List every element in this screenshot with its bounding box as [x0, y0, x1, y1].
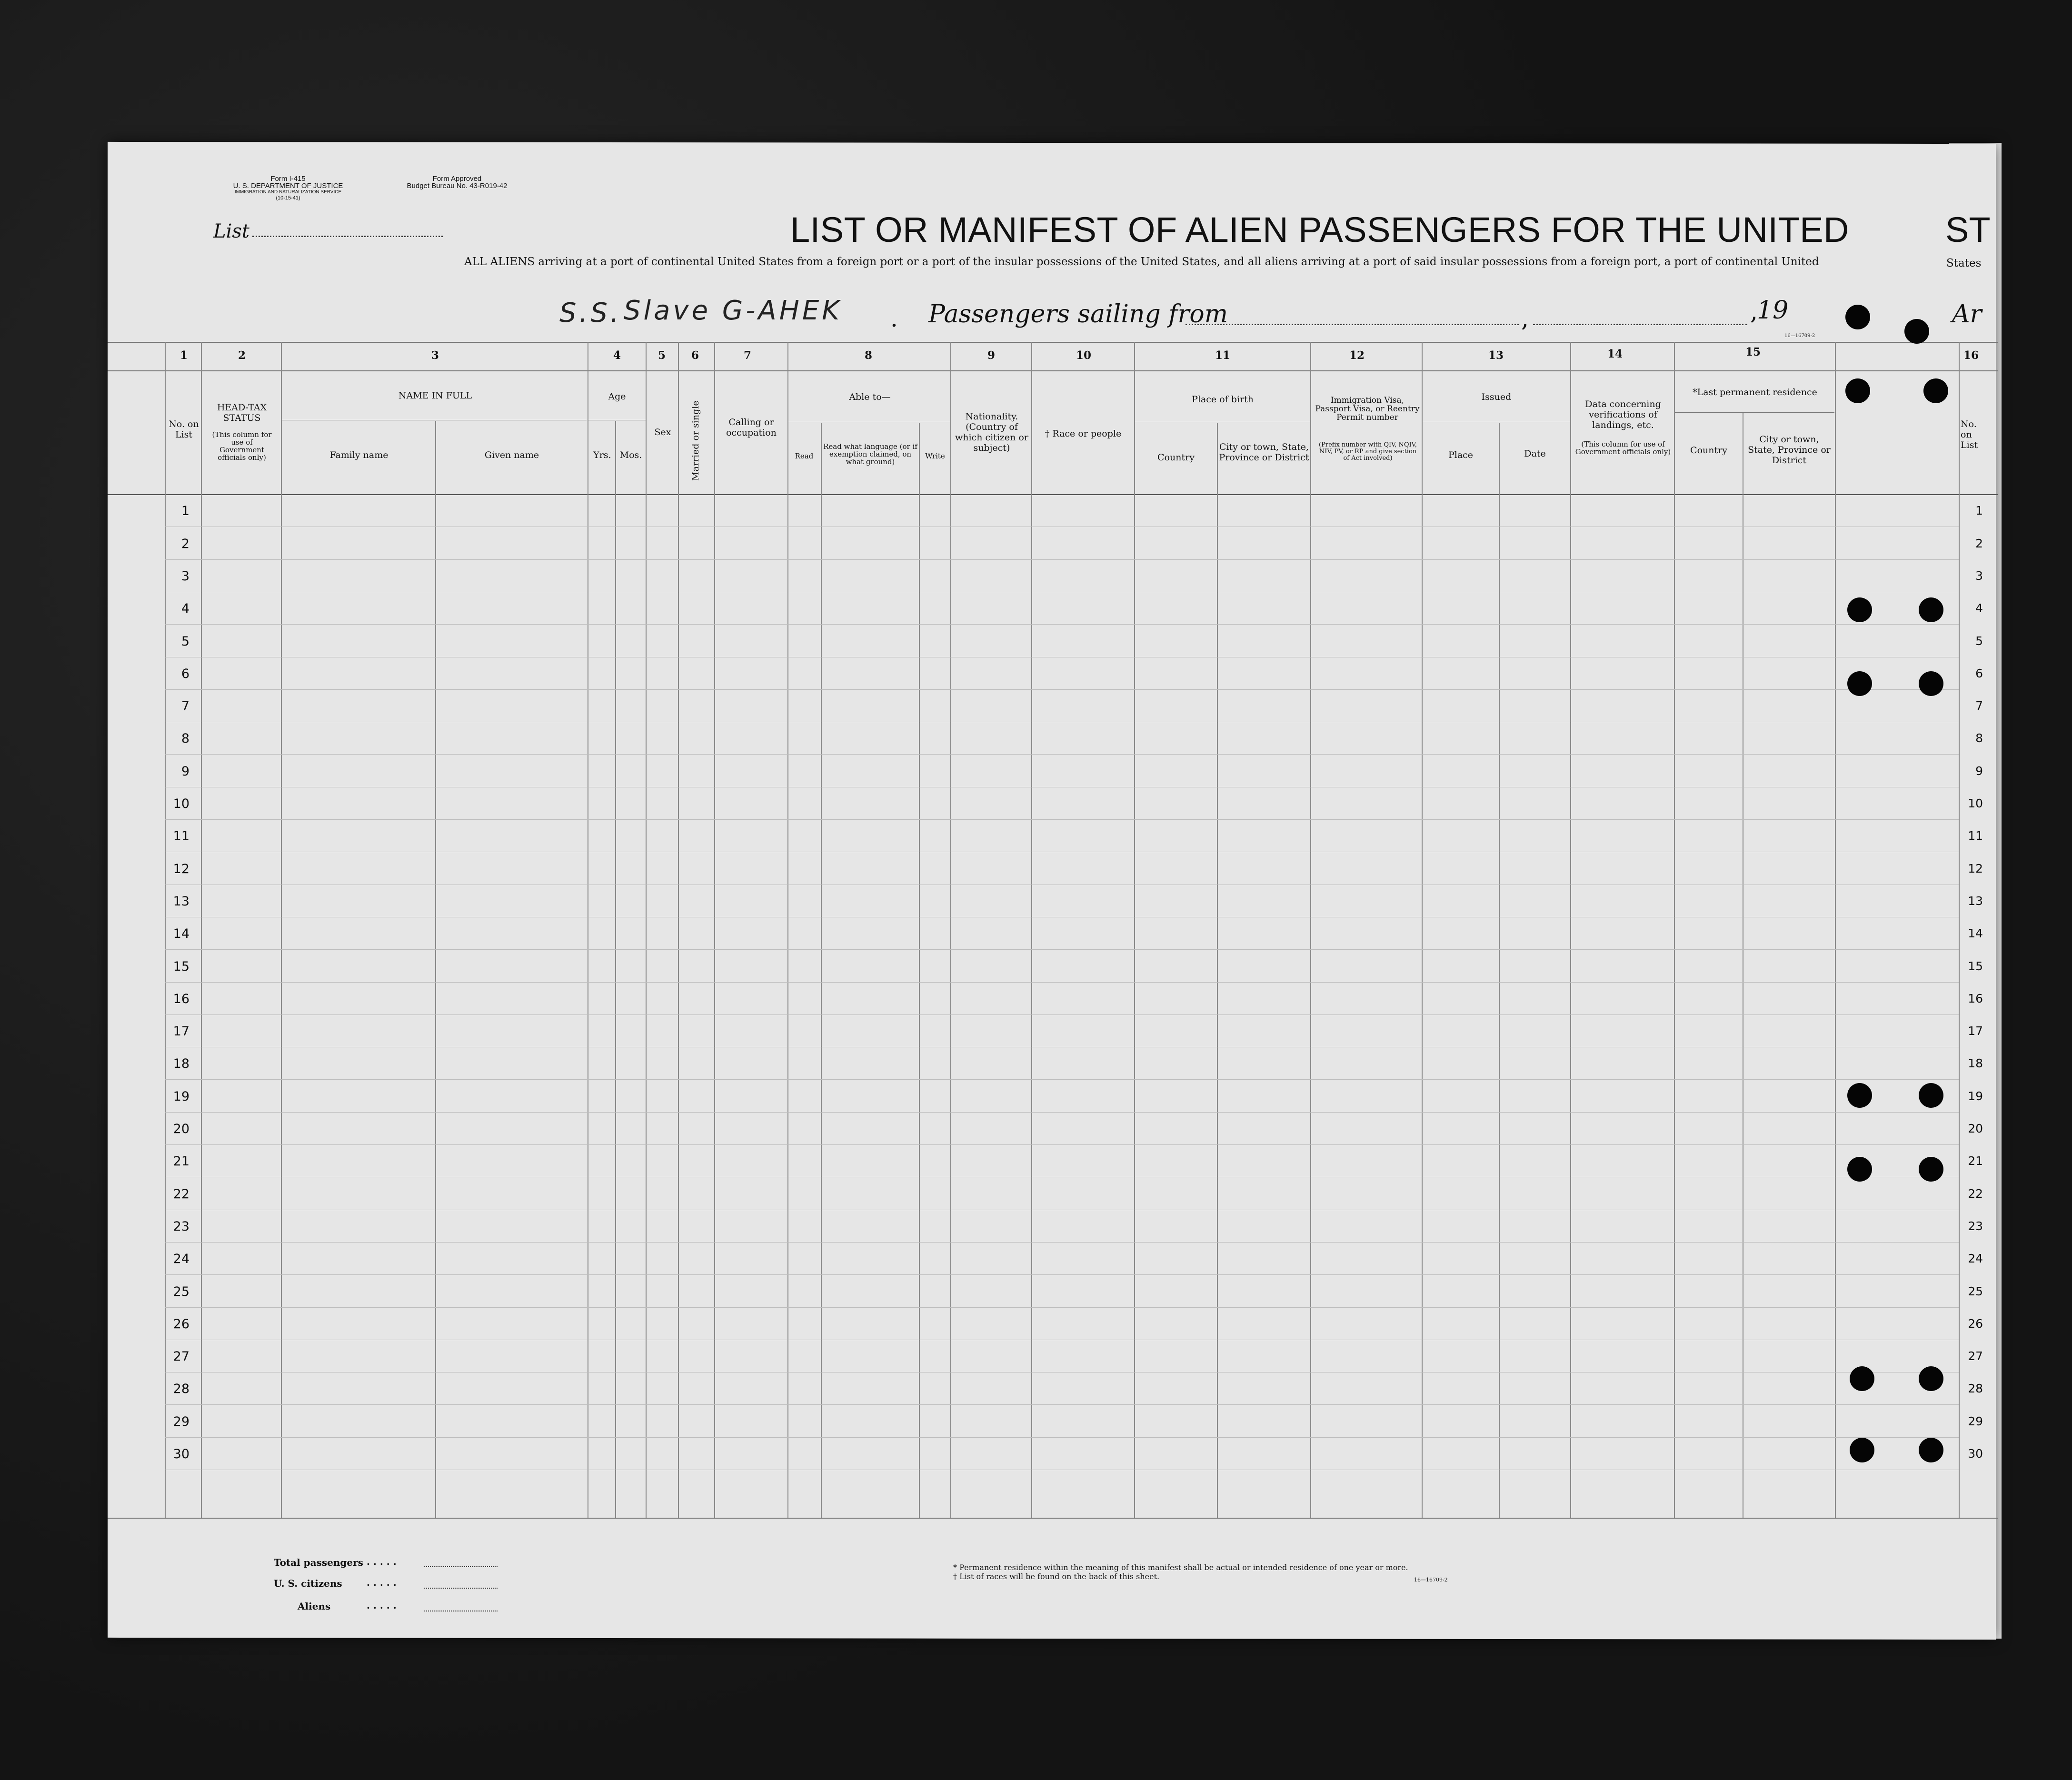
row-number: 11: [173, 829, 189, 844]
row-number-continued: 6: [1975, 666, 1983, 680]
col-divider: [1835, 342, 1836, 1518]
row-number-continued: 29: [1968, 1414, 1983, 1428]
row-number-continued: 1: [1975, 504, 1983, 517]
row-line: [165, 819, 1959, 820]
col-divider: [281, 342, 282, 1518]
col-number-16: 16: [1963, 349, 1979, 362]
punch-hole: [1847, 671, 1872, 696]
list-number-line: [252, 236, 443, 237]
col-number-1: 1: [179, 349, 188, 362]
header-place-of-birth: Place of birth: [1192, 394, 1254, 405]
department: U. S. DEPARTMENT OF JUSTICE: [233, 182, 343, 190]
header-age: Age: [608, 391, 626, 402]
punch-hole: [1845, 305, 1870, 329]
footer-dots: . . . . .: [367, 1577, 397, 1588]
footer-aliens-label: Aliens: [298, 1601, 331, 1612]
row-number-continued: 30: [1968, 1447, 1983, 1461]
header-bottom-border: [108, 494, 1998, 495]
header-age-years: Yrs.: [593, 450, 611, 460]
row-number: 3: [181, 569, 189, 584]
row-number: 16: [173, 992, 189, 1006]
col-number-12: 12: [1349, 349, 1365, 362]
row-line: [165, 1014, 1959, 1015]
row-number: 7: [181, 699, 189, 714]
subtitle: ALL ALIENS arriving at a port of continental United States from a foreign port or a port of the insular possessions of the United States, and all aliens arriving at a port of said insular possessions from a foreign port, a port of continental United: [464, 256, 1819, 268]
row-number: 5: [181, 634, 189, 649]
col-number-11: 11: [1215, 349, 1230, 362]
header-family-name: Family name: [329, 450, 388, 460]
header-no-on-list-continued: No. on List: [1961, 419, 1978, 450]
row-line: [165, 1144, 1959, 1145]
col-divider: [1031, 342, 1032, 1518]
row-number: 27: [173, 1349, 189, 1364]
budget-bureau: Budget Bureau No. 43-R019-42: [407, 182, 508, 190]
col-divider: [1674, 342, 1675, 1518]
year-prefix: 19: [1757, 296, 1789, 325]
header-visa-note: (Prefix number with QIV, NQIV, NIV, PV, or RP and give section of Act involved): [1319, 441, 1417, 462]
row-number-continued: 17: [1968, 1024, 1983, 1038]
punch-hole: [1919, 1083, 1943, 1108]
row-number: 29: [173, 1414, 189, 1429]
header-married-single: Married or single: [690, 400, 701, 481]
col-divider: [821, 423, 822, 1518]
row-number-continued: 12: [1968, 862, 1983, 875]
comma: ,: [1521, 305, 1529, 332]
row-number-continued: 2: [1975, 537, 1983, 550]
col-number-9: 9: [987, 349, 995, 362]
row-line: [165, 1437, 1959, 1438]
punch-hole: [1847, 597, 1872, 622]
col-divider: [435, 421, 436, 1518]
row-line: [165, 1307, 1959, 1308]
footer-dots: . . . . .: [367, 1556, 397, 1567]
col-number-6: 6: [691, 349, 699, 362]
header-given-name: Given name: [484, 450, 539, 460]
punch-hole: [1845, 378, 1870, 403]
punch-hole: [1904, 319, 1929, 344]
row-number-continued: 19: [1968, 1089, 1983, 1103]
row-number-continued: 13: [1968, 894, 1983, 908]
punch-hole: [1919, 597, 1943, 622]
row-number: 10: [173, 796, 189, 811]
list-label: List: [213, 220, 249, 242]
form-id-block: [224, 175, 352, 202]
col-number-8: 8: [864, 349, 872, 362]
row-number-continued: 24: [1968, 1252, 1983, 1265]
row-number-continued: 26: [1968, 1317, 1983, 1331]
header-visa: Immigration Visa, Passport Visa, or Reentry Permit number: [1315, 396, 1420, 422]
vessel-name-handwritten: Slave G-AHEK: [624, 295, 842, 326]
col-number-7: 7: [743, 349, 751, 362]
header-read-language: Read what language (or if exemption claimed, on what ground): [823, 442, 917, 466]
row-number: 15: [173, 959, 189, 974]
row-line: [165, 1242, 1959, 1243]
arriving-continued: Ar: [1952, 300, 1982, 328]
header-nationality: Nationality. (Country of which citizen or subject): [955, 411, 1028, 453]
header-race: † Race or people: [1045, 428, 1122, 439]
col-divider: [919, 423, 920, 1518]
row-number: 6: [181, 666, 189, 681]
header-birth-country: Country: [1157, 452, 1195, 463]
row-number: 30: [173, 1447, 189, 1462]
row-number-continued: 22: [1968, 1187, 1983, 1201]
col-number-10: 10: [1076, 349, 1091, 362]
header-last-residence: *Last permanent residence: [1693, 387, 1817, 398]
header-name-in-full: NAME IN FULL: [398, 390, 472, 401]
print-code: 16—16709-2: [1784, 333, 1815, 338]
row-number-continued: 5: [1975, 634, 1983, 648]
service: IMMIGRATION AND NATURALIZATION SERVICE: [234, 189, 342, 195]
row-number: 19: [173, 1089, 189, 1104]
punch-hole: [1919, 1438, 1943, 1462]
row-number: 17: [173, 1024, 189, 1039]
row-number-continued: 21: [1968, 1154, 1983, 1168]
header-head-tax: HEAD-TAX STATUS: [217, 402, 267, 423]
header-issued-place: Place: [1448, 450, 1474, 460]
footer-total-line: [424, 1566, 498, 1567]
row-number: 20: [173, 1122, 189, 1136]
col-divider: [1310, 342, 1311, 1518]
footer-note-races: † List of races will be found on the back of this sheet.: [953, 1572, 1160, 1581]
punch-hole: [1919, 1366, 1943, 1391]
header-issued-date: Date: [1524, 448, 1546, 459]
comma-2: ,: [1750, 298, 1758, 325]
footer-note-residence: * Permanent residence within the meaning of this manifest shall be actual or intended residence of one year or more.: [953, 1563, 1408, 1572]
row-number-continued: 9: [1975, 764, 1983, 778]
footer-citizens-label: U. S. citizens: [274, 1578, 342, 1589]
title-continued: ST: [1945, 210, 1991, 249]
row-line: [165, 754, 1959, 755]
sailing-date-line: [1533, 324, 1747, 325]
row-number: 21: [173, 1154, 189, 1169]
col-number-14: 14: [1607, 348, 1623, 360]
col-divider: [1422, 342, 1423, 1518]
row-number-continued: 27: [1968, 1349, 1983, 1363]
row-line: [165, 1079, 1959, 1080]
col-divider: [1217, 423, 1218, 1518]
row-number: 13: [173, 894, 189, 909]
row-line: [165, 949, 1959, 950]
header-residence-city: City or town, State, Province or District: [1748, 434, 1831, 466]
col-divider: [646, 342, 647, 1518]
header-issued: Issued: [1481, 392, 1512, 402]
row-number-continued: 16: [1968, 992, 1983, 1005]
row-number: 2: [181, 537, 189, 551]
row-number: 1: [181, 504, 189, 518]
header-sex: Sex: [654, 427, 671, 438]
col-divider: [678, 342, 679, 1518]
row-line: [165, 1404, 1959, 1405]
col-number-5: 5: [657, 349, 666, 362]
col-number-13: 13: [1488, 349, 1504, 362]
col-divider: [1499, 423, 1500, 1518]
row-number-continued: 18: [1968, 1056, 1983, 1070]
row-number-continued: 25: [1968, 1284, 1983, 1298]
table-bottom-border: [108, 1518, 1998, 1519]
header-residence-country: Country: [1690, 445, 1727, 456]
column-number-border: [108, 370, 1998, 371]
row-number-continued: 7: [1975, 699, 1983, 713]
col-divider: [615, 421, 616, 1518]
row-number: 23: [173, 1219, 189, 1234]
row-number-continued: 15: [1968, 959, 1983, 973]
sailing-port-line: [1185, 324, 1519, 325]
row-number-continued: 10: [1968, 796, 1983, 810]
footer-citizens-line: [424, 1588, 498, 1589]
header-age-months: Mos.: [619, 450, 642, 460]
subtitle-continued: States: [1946, 257, 1982, 269]
col-divider: [950, 342, 951, 1518]
row-line: [165, 1274, 1959, 1275]
footer-total-label: Total passengers: [274, 1557, 363, 1568]
col-number-2: 2: [238, 349, 246, 362]
header-read: Read: [795, 452, 814, 460]
col-divider: [1570, 342, 1571, 1518]
punch-hole: [1850, 1438, 1874, 1462]
row-number-continued: 3: [1975, 569, 1983, 583]
header-no-on-list: No. on List: [169, 419, 199, 440]
header-write: Write: [925, 452, 945, 460]
col-number-4: 4: [613, 349, 621, 362]
row-number: 28: [173, 1382, 189, 1396]
row-number: 8: [181, 731, 189, 746]
vessel-prefix: [559, 298, 622, 328]
row-number-continued: 4: [1975, 601, 1983, 615]
row-number-continued: 11: [1968, 829, 1983, 843]
punch-hole: [1847, 1157, 1872, 1182]
row-number: 24: [173, 1252, 189, 1266]
footer-dots: . . . . .: [367, 1600, 397, 1611]
col-divider: [201, 342, 202, 1518]
row-line: [165, 689, 1959, 690]
punch-hole: [1847, 1083, 1872, 1108]
form-approved: Form Approved: [432, 175, 482, 183]
sailing-from-label: Passengers sailing from: [928, 300, 1228, 328]
row-number: 22: [173, 1187, 189, 1202]
row-number: 9: [181, 764, 189, 779]
row-line: [165, 624, 1959, 625]
header-able-to: Able to—: [849, 392, 891, 402]
row-number: 4: [181, 601, 189, 616]
manifest-sheet: [108, 142, 1996, 1640]
row-line: [165, 982, 1959, 983]
row-number: 14: [173, 926, 189, 941]
punch-hole: [1919, 1157, 1943, 1182]
row-number-continued: 23: [1968, 1219, 1983, 1233]
row-number: 18: [173, 1056, 189, 1071]
vessel-dot: .: [890, 305, 898, 332]
row-number: 26: [173, 1317, 189, 1332]
row-line: [165, 559, 1959, 560]
table-top-border: [108, 342, 1998, 343]
header-head-tax-note: (This column for use of Government officials only): [212, 430, 272, 462]
header-data-landing: Data concerning verifications of landings, etc.: [1585, 399, 1661, 430]
punch-hole: [1850, 1366, 1874, 1391]
form-number: Form I-415: [270, 175, 306, 183]
punch-hole: [1923, 378, 1948, 403]
col-divider: [714, 342, 715, 1518]
page-title: LIST OR MANIFEST OF ALIEN PASSENGERS FOR THE UNITED: [790, 210, 1850, 249]
residence-subheader-line: [1675, 412, 1834, 413]
header-data-landing-note: (This column for use of Government officials only): [1575, 440, 1671, 456]
form-date: (10-15-41): [276, 195, 300, 201]
row-number-continued: 14: [1968, 926, 1983, 940]
row-number: 25: [173, 1284, 189, 1299]
col-number-3: 3: [431, 349, 439, 362]
row-number-continued: 28: [1968, 1382, 1983, 1395]
ss-prefix: S.S.: [559, 298, 622, 328]
row-line: [165, 1112, 1959, 1113]
row-number-continued: 20: [1968, 1122, 1983, 1135]
punch-hole: [1919, 671, 1943, 696]
row-number-continued: 8: [1975, 731, 1983, 745]
col-number-15: 15: [1745, 346, 1761, 358]
col-divider: [1134, 342, 1135, 1518]
header-birth-city: City or town, State, Province or District: [1219, 442, 1309, 463]
vessel-name: [624, 295, 842, 326]
header-calling: Calling or occupation: [726, 417, 777, 438]
row-number: 12: [173, 862, 189, 876]
footer-print-code: 16—16709-2: [1414, 1577, 1448, 1583]
approval-block: [390, 175, 524, 189]
col-divider: [787, 342, 788, 1518]
